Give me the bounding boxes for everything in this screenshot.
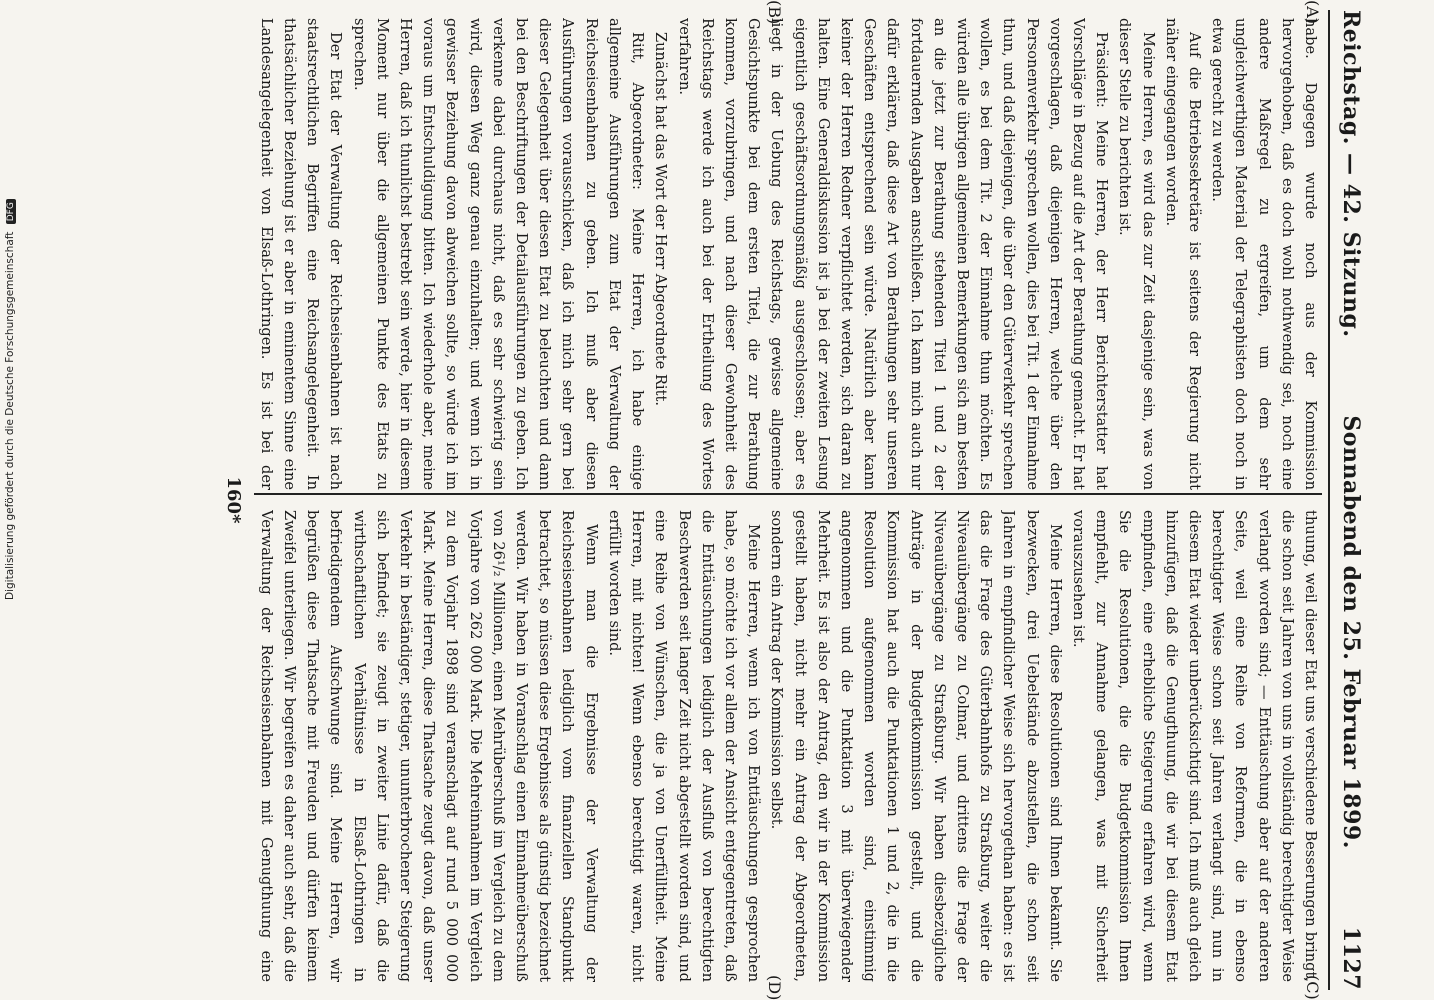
paragraph: Wenn man die Ergebnisse der Verwaltung der Reichseisenbahnen lediglich vom finanziellen Standpunkt betrachtet, so müssen diese Ergebnisse als günstig bezeichnet werden. Wir haben in Voranschlag einen Einnahmeüberschuß von 26¹/₂ Millionen, einen Mehrüberschuß im Vergleich zu dem Vorjahre von 262 000 Mark. Die Mehreinnahmen im Vergleich zu dem Vorjahr 1898 sind veranschlagt auf rund 5 000 000 Mark. Meine Herren, diese Thatsache zeugt davon, daß unser Verkehr in beständiger, stetiger, ununterbrochener Steigerung sich befindet; sie zeugt in zweiter Linie dafür, daß die wirthschaftlichen Verhältnisse in Elsaß-Lothringen in befriedigendem Aufschwunge sind. Meine Herren, wir begrüßen diese Thatsache mit Freuden und dürfen keinem Zweifel unterliegen. Wir begreifen es daher auch sehr, daß die Verwaltung der Reichseisenbahnen mit Genugthuung eine xyxy=(257,510,600,982)
header-rule xyxy=(1328,10,1330,990)
margin-marker-a: (A) xyxy=(1303,0,1322,25)
digitization-text: Digitalisierung gefördert durch die Deutsche Forschungsgemeinschaft xyxy=(4,231,16,600)
margin-marker-d: (D) xyxy=(765,975,784,1000)
margin-marker-c: (C) xyxy=(1303,975,1322,1000)
page-header xyxy=(1338,10,1378,990)
dfg-logo: DFG xyxy=(6,199,16,224)
paragraph: Meine Herren, diese Resolutionen sind Ihnen bekannt. Sie bezwecken, drei Uebelstände abzustellen, die schon seit Jahren in empfindlicher Weise sich hervorgethan haben: es ist das die Frage des Güterbahnhofs zu Straßburg, weiter die Niveauübergänge zu Colmar, und drittens die Frage der Niveauübergänge zu Straßburg. Wir haben diesbezügliche Anträge in der Budgetkommission gestellt, und die Kommission hat auch die Punktationen 1 und 2, die in die Resolution aufgenommen worden sind, einstimmig angenommen und die Punktation 3 mit überwiegender Mehrheit. Es ist also der Antrag, den wir in der Kommission gestellt haben, nicht mehr ein Antrag der Abgeordneten, sondern ein Antrag der Kommission selbst. xyxy=(768,510,1064,982)
signature-mark: 160* xyxy=(223,476,244,524)
left-column xyxy=(257,18,1322,490)
column-separator xyxy=(254,493,1322,495)
paragraph: habe. Dagegen wurde noch aus der Kommission hervorgehoben, daß es doch wohl nothwendig sei, noch eine andere Maßregel zu ergreifen, um dem sehr ungleichwerthigen Material der Telegraphisten doch noch in etwa gerecht zu werden. xyxy=(1209,18,1319,490)
header-session: Reichstag. — 42. Sitzung. xyxy=(1338,10,1364,338)
digitization-note xyxy=(4,0,16,600)
right-column xyxy=(257,510,1322,982)
paragraph: Präsident: Meine Herren, der Herr Berichterstatter hat Vorschläge in Bezug auf die Art der Berathung gemacht. Er hat vorgeschlagen, daß diejenigen Herren, welche über den Personenverkehr sprechen wollen, dies bei Tit. 1 der Einnahme thun, und daß diejenigen, die über den Güterverkehr sprechen wollen, es bei dem Tit. 2 der Einnahme thun möchten. Es würden alle übrigen allgemeinen Bemerkungen sich am besten an die jetzt zur Berathung stehenden Titel 1 und 2 der fortdauernden Ausgaben anschließen. Ich kann mich auch nur dafür erklären, daß diese Art von Berathungen sehr unseren Geschäften entsprechend sein würde. Natürlich aber kann keiner der Herren Redner verpflichtet werden, sich daran zu halten. Eine Generaldiskussion ist ja bei der zweiten Lesung eigentlich geschäftsordnungsmäßig ausgeschlossen; aber es liegt in der Uebung des Reichstags, gewisse allgemeine Gesichtspunkte bei dem ersten Titel, die zur Berathung kommen, vorzubringen, und nach dieser Gewohnheit des Reichstags werde ich auch bei der Ertheilung des Wortes verfahren. xyxy=(675,18,1111,490)
paragraph: thuung, weil dieser Etat uns verschiedene Besserungen bringt, die schon seit Jahren von uns in vollständig berechtigter Weise verlangt worden sind; — Enttäuschung aber auf der anderen Seite, weil eine Reihe von Reformen, die in ebenso berechtigter Weise schon seit Jahren verlangt sind, nun in diesem Etat wieder unberücksichtigt sind. Ich muß auch gleich hinzufügen, daß die Genugthuung, die wir bei diesem Etat empfinden, eine erhebliche Steigerung erfahren wird, wenn Sie die Resolutionen, die die Budgetkommission Ihnen empfiehlt, zur Annahme gelangen, was mit Sicherheit vorauszusehen ist. xyxy=(1069,510,1319,982)
paragraph: Zunächst hat das Wort der Herr Abgeordnete Ritt. xyxy=(652,32,670,406)
paragraph: Ritt, Abgeordneter: Meine Herren, ich habe einige allgemeine Ausführungen zum Etat der Verwaltung der Reichseisenbahnen zu geben. Ich muß aber diesen Ausführungen vorausschicken, daß ich mich sehr gern bei dieser Gelegenheit über diesen Etat zu beleuchten und dann bei den Beschriftungen der Detailausführungen zu geben. Ich verkenne dabei durchaus nicht, daß es sehr schwierig sein wird, diesen Weg ganz genau einzuhalten; und wenn ich in gewisser Beziehung davon abweichen sollte, so würde ich im voraus um Entschuldigung bitten. Ich wiederhole aber, meine Herren, daß ich thunlichst bestrebt sein werde, hier in diesem Moment nur über die allgemeinen Punkte des Etats zu sprechen. xyxy=(350,18,647,490)
paragraph: Auf die Betriebssekretäre ist seitens der Regierung nicht näher eingegangen worden. xyxy=(1162,18,1203,490)
page-number: 1127 xyxy=(1338,926,1364,990)
header-date: Sonnabend den 25. Februar 1899. xyxy=(1338,415,1364,849)
paragraph: Meine Herren, es wird das zur Zeit dasjenige sein, was von dieser Stelle zu berichten ist. xyxy=(1116,18,1157,490)
paragraph: Meine Herren, wenn ich von Enttäuschungen gesprochen habe, so möchte ich vor allem der Ansicht entgegentreten, daß die Enttäuschungen lediglich der Ausfluß von berechtigten Beschwerden seit langer Zeit nicht abgestellt worden sind, und eine Reihe von Wünschen, die ja von Unerfülltheit. Meine Herren, mit nichten! Wenn ebenso berechtigt waren, nicht erfüllt worden sind. xyxy=(605,510,763,982)
margin-marker-b: (B) xyxy=(765,0,784,25)
paragraph: Der Etat der Verwaltung der Reichseisenbahnen ist nach staatsrechtlichen Begriffen eine Reichsangelegenheit. In thatsächlicher Beziehung ist er aber in eminentem Sinne eine Landesangelegenheit von Elsaß-Lothringen. Es ist bei der xyxy=(257,18,345,490)
